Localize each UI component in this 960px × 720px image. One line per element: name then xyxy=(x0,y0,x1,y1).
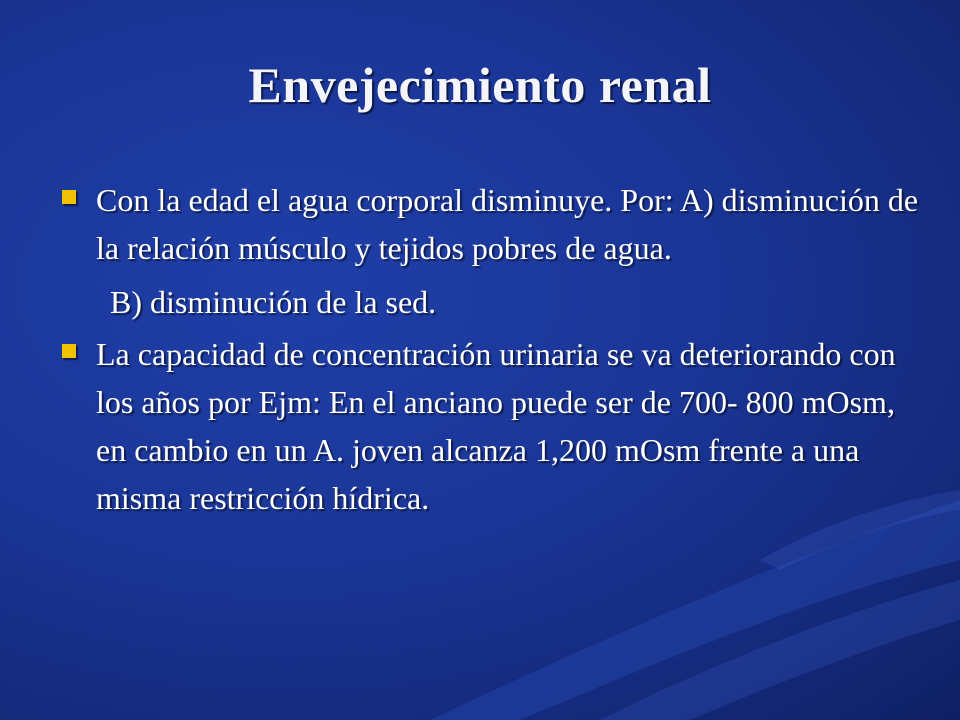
slide-title: Envejecimiento renal xyxy=(248,57,712,113)
slide-content xyxy=(60,176,920,522)
square-bullet-icon xyxy=(62,190,76,204)
square-bullet-icon xyxy=(62,344,76,358)
bullet-text-2: La capacidad de concentración urinaria se va deteriorando con los años por Ejm: En el anciano puede ser de 700- 800 mOsm, en cambio en un A. joven alcanza 1,200 mOsm frente a una misma restricción hídrica. xyxy=(96,336,896,516)
sub-line-b: B) disminución de la sed. xyxy=(110,284,437,320)
bullet-text-1: Con la edad el agua corporal disminuye. Por: A) disminución de la relación músculo y tejidos pobres de agua. xyxy=(96,182,919,266)
bullet-item-2 xyxy=(60,330,920,522)
bullet-item-1 xyxy=(60,176,920,272)
